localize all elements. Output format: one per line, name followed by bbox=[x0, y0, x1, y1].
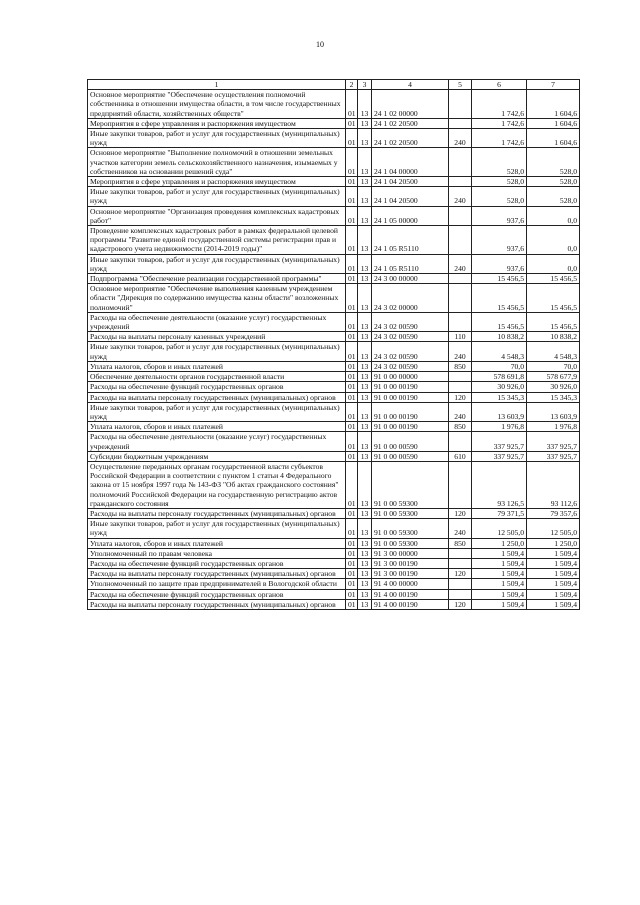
amount-year1-cell: 337 925,7 bbox=[472, 451, 527, 461]
row-name-cell: Иные закупки товаров, работ и услуг для государственных (муниципальных) нужд bbox=[88, 342, 346, 361]
row-name-cell: Уплата налогов, сборов и иных платежей bbox=[88, 538, 346, 548]
row-name-cell: Уполномоченный по защите прав предпринимателей в Вологодской области bbox=[88, 579, 346, 589]
row-name-cell: Расходы на выплаты персоналу казенных учреждений bbox=[88, 332, 346, 342]
row-name-cell: Иные закупки товаров, работ и услуг для государственных (муниципальных) нужд bbox=[88, 254, 346, 273]
table-row bbox=[88, 187, 580, 206]
table-row bbox=[88, 332, 580, 342]
section-code-cell: 01 bbox=[346, 284, 358, 313]
target-article-cell: 91 0 00 00190 bbox=[372, 402, 449, 421]
expense-type-cell bbox=[449, 90, 472, 119]
subsection-code-cell: 13 bbox=[358, 589, 372, 599]
subsection-code-cell: 13 bbox=[358, 548, 372, 558]
table-row bbox=[88, 461, 580, 508]
amount-year2-cell: 93 112,6 bbox=[527, 461, 580, 508]
target-article-cell: 91 0 00 00590 bbox=[372, 432, 449, 451]
target-article-cell: 91 3 00 00190 bbox=[372, 558, 449, 568]
row-name-cell: Расходы на обеспечение функций государственных органов bbox=[88, 382, 346, 392]
amount-year2-cell: 1 509,4 bbox=[527, 599, 580, 609]
expense-type-cell: 240 bbox=[449, 519, 472, 538]
table-row bbox=[88, 90, 580, 119]
subsection-code-cell: 13 bbox=[358, 508, 372, 518]
amount-year1-cell: 578 691,8 bbox=[472, 372, 527, 382]
expense-type-cell: 110 bbox=[449, 332, 472, 342]
amount-year1-cell: 1 509,4 bbox=[472, 599, 527, 609]
target-article-cell: 91 4 00 00000 bbox=[372, 579, 449, 589]
target-article-cell: 91 4 00 00190 bbox=[372, 599, 449, 609]
amount-year2-cell: 1 604,6 bbox=[527, 118, 580, 128]
expense-type-cell bbox=[449, 312, 472, 331]
section-code-cell: 01 bbox=[346, 332, 358, 342]
target-article-cell: 24 1 02 00000 bbox=[372, 90, 449, 119]
table-row bbox=[88, 402, 580, 421]
section-code-cell: 01 bbox=[346, 226, 358, 255]
subsection-code-cell: 13 bbox=[358, 254, 372, 273]
amount-year1-cell: 15 456,5 bbox=[472, 274, 527, 284]
target-article-cell: 91 0 00 00000 bbox=[372, 372, 449, 382]
amount-year1-cell: 937,6 bbox=[472, 254, 527, 273]
row-name-cell: Уплата налогов, сборов и иных платежей bbox=[88, 361, 346, 371]
target-article-cell: 24 1 04 00000 bbox=[372, 148, 449, 177]
header-cell: 4 bbox=[372, 80, 449, 90]
table-row bbox=[88, 548, 580, 558]
row-name-cell: Уполномоченный по правам человека bbox=[88, 548, 346, 558]
expense-type-cell: 240 bbox=[449, 402, 472, 421]
subsection-code-cell: 13 bbox=[358, 129, 372, 148]
expense-type-cell: 120 bbox=[449, 569, 472, 579]
expense-type-cell bbox=[449, 432, 472, 451]
page-number: 10 bbox=[316, 40, 324, 49]
section-code-cell: 01 bbox=[346, 579, 358, 589]
subsection-code-cell: 13 bbox=[358, 422, 372, 432]
amount-year2-cell: 12 505,0 bbox=[527, 519, 580, 538]
target-article-cell: 24 3 00 00000 bbox=[372, 274, 449, 284]
target-article-cell: 24 3 02 00590 bbox=[372, 361, 449, 371]
expense-type-cell: 240 bbox=[449, 187, 472, 206]
amount-year1-cell: 1 742,6 bbox=[472, 118, 527, 128]
amount-year2-cell: 0,0 bbox=[527, 206, 580, 225]
section-code-cell: 01 bbox=[346, 187, 358, 206]
amount-year2-cell: 1 250,0 bbox=[527, 538, 580, 548]
expense-type-cell bbox=[449, 284, 472, 313]
amount-year1-cell: 528,0 bbox=[472, 187, 527, 206]
section-code-cell: 01 bbox=[346, 274, 358, 284]
amount-year1-cell: 1 976,8 bbox=[472, 422, 527, 432]
row-name-cell: Иные закупки товаров, работ и услуг для государственных (муниципальных) нужд bbox=[88, 519, 346, 538]
section-code-cell: 01 bbox=[346, 392, 358, 402]
header-cell: 6 bbox=[472, 80, 527, 90]
table-row bbox=[88, 538, 580, 548]
target-article-cell: 91 3 00 00190 bbox=[372, 569, 449, 579]
section-code-cell: 01 bbox=[346, 372, 358, 382]
table-row bbox=[88, 451, 580, 461]
subsection-code-cell: 13 bbox=[358, 206, 372, 225]
table-row bbox=[88, 432, 580, 451]
subsection-code-cell: 13 bbox=[358, 451, 372, 461]
subsection-code-cell: 13 bbox=[358, 372, 372, 382]
amount-year2-cell: 1 604,6 bbox=[527, 129, 580, 148]
section-code-cell: 01 bbox=[346, 558, 358, 568]
section-code-cell: 01 bbox=[346, 382, 358, 392]
expense-type-cell bbox=[449, 548, 472, 558]
row-name-cell: Основное мероприятие "Обеспечение осуществления полномочий собственника в отношении имущества области, в том числе государственных предприятий области, хозяйственных обществ" bbox=[88, 90, 346, 119]
amount-year1-cell: 337 925,7 bbox=[472, 432, 527, 451]
expense-type-cell: 850 bbox=[449, 422, 472, 432]
amount-year1-cell: 1 509,4 bbox=[472, 569, 527, 579]
amount-year1-cell: 30 926,0 bbox=[472, 382, 527, 392]
row-name-cell: Основное мероприятие "Обеспечение выполнения казенным учреждением области "Дирекция по содержанию имущества казны области" возложенных полномочий" bbox=[88, 284, 346, 313]
expense-type-cell: 120 bbox=[449, 599, 472, 609]
row-name-cell: Расходы на выплаты персоналу государственных (муниципальных) органов bbox=[88, 508, 346, 518]
expense-type-cell bbox=[449, 558, 472, 568]
table-row bbox=[88, 284, 580, 313]
amount-year1-cell: 528,0 bbox=[472, 177, 527, 187]
header-cell: 1 bbox=[88, 80, 346, 90]
target-article-cell: 91 0 00 00190 bbox=[372, 382, 449, 392]
section-code-cell: 01 bbox=[346, 569, 358, 579]
subsection-code-cell: 13 bbox=[358, 177, 372, 187]
amount-year1-cell: 13 603,9 bbox=[472, 402, 527, 421]
row-name-cell: Обеспечение деятельности органов государственной власти bbox=[88, 372, 346, 382]
subsection-code-cell: 13 bbox=[358, 332, 372, 342]
table-row bbox=[88, 312, 580, 331]
subsection-code-cell: 13 bbox=[358, 558, 372, 568]
subsection-code-cell: 13 bbox=[358, 569, 372, 579]
target-article-cell: 91 3 00 00000 bbox=[372, 548, 449, 558]
subsection-code-cell: 13 bbox=[358, 226, 372, 255]
expense-type-cell bbox=[449, 177, 472, 187]
target-article-cell: 24 1 02 20500 bbox=[372, 118, 449, 128]
section-code-cell: 01 bbox=[346, 432, 358, 451]
target-article-cell: 24 1 04 20500 bbox=[372, 177, 449, 187]
target-article-cell: 24 3 02 00590 bbox=[372, 312, 449, 331]
row-name-cell: Мероприятия в сфере управления и распоряжения имуществом bbox=[88, 177, 346, 187]
amount-year2-cell: 1 509,4 bbox=[527, 579, 580, 589]
subsection-code-cell: 13 bbox=[358, 90, 372, 119]
section-code-cell: 01 bbox=[346, 361, 358, 371]
target-article-cell: 24 1 05 00000 bbox=[372, 206, 449, 225]
amount-year1-cell: 1 509,4 bbox=[472, 548, 527, 558]
row-name-cell: Подпрограмма "Обеспечение реализации государственной программы" bbox=[88, 274, 346, 284]
amount-year2-cell: 528,0 bbox=[527, 177, 580, 187]
target-article-cell: 91 4 00 00190 bbox=[372, 589, 449, 599]
subsection-code-cell: 13 bbox=[358, 599, 372, 609]
target-article-cell: 91 0 00 59300 bbox=[372, 461, 449, 508]
row-name-cell: Субсидии бюджетным учреждениям bbox=[88, 451, 346, 461]
table-row bbox=[88, 422, 580, 432]
amount-year1-cell: 937,6 bbox=[472, 226, 527, 255]
target-article-cell: 91 0 00 59300 bbox=[372, 538, 449, 548]
section-code-cell: 01 bbox=[346, 312, 358, 331]
expense-type-cell: 120 bbox=[449, 508, 472, 518]
expense-type-cell bbox=[449, 274, 472, 284]
target-article-cell: 91 0 00 00590 bbox=[372, 451, 449, 461]
subsection-code-cell: 13 bbox=[358, 461, 372, 508]
amount-year2-cell: 1 604,6 bbox=[527, 90, 580, 119]
amount-year1-cell: 15 456,5 bbox=[472, 284, 527, 313]
expense-type-cell bbox=[449, 226, 472, 255]
expense-type-cell bbox=[449, 589, 472, 599]
row-name-cell: Иные закупки товаров, работ и услуг для государственных (муниципальных) нужд bbox=[88, 129, 346, 148]
amount-year1-cell: 12 505,0 bbox=[472, 519, 527, 538]
amount-year1-cell: 1 509,4 bbox=[472, 589, 527, 599]
amount-year2-cell: 15 345,3 bbox=[527, 392, 580, 402]
amount-year2-cell: 578 677,9 bbox=[527, 372, 580, 382]
table-row bbox=[88, 569, 580, 579]
row-name-cell: Расходы на выплаты персоналу государственных (муниципальных) органов bbox=[88, 392, 346, 402]
table-row bbox=[88, 589, 580, 599]
table-row bbox=[88, 254, 580, 273]
amount-year2-cell: 13 603,9 bbox=[527, 402, 580, 421]
section-code-cell: 01 bbox=[346, 589, 358, 599]
row-name-cell: Мероприятия в сфере управления и распоряжения имуществом bbox=[88, 118, 346, 128]
target-article-cell: 24 3 02 00590 bbox=[372, 332, 449, 342]
amount-year2-cell: 15 456,5 bbox=[527, 284, 580, 313]
table-row bbox=[88, 129, 580, 148]
header-cell: 5 bbox=[449, 80, 472, 90]
subsection-code-cell: 13 bbox=[358, 148, 372, 177]
subsection-code-cell: 13 bbox=[358, 402, 372, 421]
row-name-cell: Проведение комплексных кадастровых работ в рамках федеральной целевой программы "Развитие единой государственной системы регистрации прав и кадастрового учета недвижимости (2014-2019 годы)" bbox=[88, 226, 346, 255]
row-name-cell: Расходы на обеспечение деятельности (оказание услуг) государственных учреждений bbox=[88, 432, 346, 451]
target-article-cell: 24 3 02 00000 bbox=[372, 284, 449, 313]
table-row bbox=[88, 519, 580, 538]
target-article-cell: 24 1 05 R5110 bbox=[372, 226, 449, 255]
expense-type-cell bbox=[449, 579, 472, 589]
expense-type-cell bbox=[449, 148, 472, 177]
expense-type-cell: 850 bbox=[449, 538, 472, 548]
amount-year2-cell: 1 509,4 bbox=[527, 558, 580, 568]
amount-year2-cell: 30 926,0 bbox=[527, 382, 580, 392]
section-code-cell: 01 bbox=[346, 148, 358, 177]
header-cell: 3 bbox=[358, 80, 372, 90]
amount-year2-cell: 79 357,6 bbox=[527, 508, 580, 518]
table-row bbox=[88, 382, 580, 392]
amount-year2-cell: 4 548,3 bbox=[527, 342, 580, 361]
expense-type-cell: 850 bbox=[449, 361, 472, 371]
header-cell: 2 bbox=[346, 80, 358, 90]
expense-type-cell: 240 bbox=[449, 254, 472, 273]
amount-year1-cell: 4 548,3 bbox=[472, 342, 527, 361]
table-row bbox=[88, 508, 580, 518]
amount-year2-cell: 528,0 bbox=[527, 148, 580, 177]
row-name-cell: Основное мероприятие "Выполнение полномочий в отношении земельных участков категории земель сельскохозяйственного назначения, изымаемых у собственников на основании решений суда" bbox=[88, 148, 346, 177]
target-article-cell: 24 3 02 00590 bbox=[372, 342, 449, 361]
header-row bbox=[88, 80, 580, 90]
subsection-code-cell: 13 bbox=[358, 284, 372, 313]
target-article-cell: 24 1 05 R5110 bbox=[372, 254, 449, 273]
amount-year2-cell: 337 925,7 bbox=[527, 451, 580, 461]
table-row bbox=[88, 118, 580, 128]
table-row bbox=[88, 177, 580, 187]
section-code-cell: 01 bbox=[346, 129, 358, 148]
table-row bbox=[88, 392, 580, 402]
expense-type-cell bbox=[449, 206, 472, 225]
amount-year1-cell: 1 742,6 bbox=[472, 90, 527, 119]
expense-type-cell bbox=[449, 118, 472, 128]
subsection-code-cell: 13 bbox=[358, 187, 372, 206]
subsection-code-cell: 13 bbox=[358, 312, 372, 331]
section-code-cell: 01 bbox=[346, 461, 358, 508]
table-row bbox=[88, 342, 580, 361]
amount-year2-cell: 0,0 bbox=[527, 226, 580, 255]
expense-type-cell bbox=[449, 382, 472, 392]
amount-year1-cell: 70,0 bbox=[472, 361, 527, 371]
table-row bbox=[88, 206, 580, 225]
row-name-cell: Расходы на выплаты персоналу государственных (муниципальных) органов bbox=[88, 569, 346, 579]
amount-year2-cell: 15 456,5 bbox=[527, 274, 580, 284]
budget-table bbox=[87, 79, 580, 610]
section-code-cell: 01 bbox=[346, 451, 358, 461]
table-row bbox=[88, 558, 580, 568]
section-code-cell: 01 bbox=[346, 177, 358, 187]
section-code-cell: 01 bbox=[346, 548, 358, 558]
section-code-cell: 01 bbox=[346, 118, 358, 128]
section-code-cell: 01 bbox=[346, 508, 358, 518]
table-row bbox=[88, 361, 580, 371]
subsection-code-cell: 13 bbox=[358, 519, 372, 538]
amount-year1-cell: 79 371,5 bbox=[472, 508, 527, 518]
expense-type-cell bbox=[449, 461, 472, 508]
target-article-cell: 24 1 04 20500 bbox=[372, 187, 449, 206]
section-code-cell: 01 bbox=[346, 90, 358, 119]
amount-year1-cell: 15 456,5 bbox=[472, 312, 527, 331]
row-name-cell: Расходы на обеспечение функций государственных органов bbox=[88, 589, 346, 599]
expense-type-cell: 240 bbox=[449, 129, 472, 148]
subsection-code-cell: 13 bbox=[358, 432, 372, 451]
amount-year1-cell: 1 742,6 bbox=[472, 129, 527, 148]
target-article-cell: 91 0 00 00190 bbox=[372, 392, 449, 402]
row-name-cell: Иные закупки товаров, работ и услуг для государственных (муниципальных) нужд bbox=[88, 187, 346, 206]
amount-year1-cell: 15 345,3 bbox=[472, 392, 527, 402]
subsection-code-cell: 13 bbox=[358, 118, 372, 128]
table-row bbox=[88, 148, 580, 177]
amount-year1-cell: 93 126,5 bbox=[472, 461, 527, 508]
amount-year1-cell: 1 509,4 bbox=[472, 558, 527, 568]
subsection-code-cell: 13 bbox=[358, 342, 372, 361]
row-name-cell: Расходы на обеспечение деятельности (оказание услуг) государственных учреждений bbox=[88, 312, 346, 331]
amount-year1-cell: 937,6 bbox=[472, 206, 527, 225]
amount-year2-cell: 70,0 bbox=[527, 361, 580, 371]
amount-year2-cell: 1 509,4 bbox=[527, 569, 580, 579]
subsection-code-cell: 13 bbox=[358, 382, 372, 392]
row-name-cell: Расходы на выплаты персоналу государственных (муниципальных) органов bbox=[88, 599, 346, 609]
amount-year1-cell: 1 250,0 bbox=[472, 538, 527, 548]
amount-year1-cell: 1 509,4 bbox=[472, 579, 527, 589]
section-code-cell: 01 bbox=[346, 254, 358, 273]
amount-year2-cell: 10 838,2 bbox=[527, 332, 580, 342]
amount-year2-cell: 1 509,4 bbox=[527, 589, 580, 599]
amount-year2-cell: 528,0 bbox=[527, 187, 580, 206]
row-name-cell: Основное мероприятие "Организация проведения комплексных кадастровых работ" bbox=[88, 206, 346, 225]
amount-year2-cell: 1 509,4 bbox=[527, 548, 580, 558]
expense-type-cell: 120 bbox=[449, 392, 472, 402]
table-row bbox=[88, 599, 580, 609]
expense-type-cell: 610 bbox=[449, 451, 472, 461]
amount-year2-cell: 15 456,5 bbox=[527, 312, 580, 331]
table-row bbox=[88, 372, 580, 382]
section-code-cell: 01 bbox=[346, 599, 358, 609]
subsection-code-cell: 13 bbox=[358, 274, 372, 284]
target-article-cell: 91 0 00 00190 bbox=[372, 422, 449, 432]
subsection-code-cell: 13 bbox=[358, 579, 372, 589]
section-code-cell: 01 bbox=[346, 519, 358, 538]
table-row bbox=[88, 274, 580, 284]
subsection-code-cell: 13 bbox=[358, 392, 372, 402]
target-article-cell: 24 1 02 20500 bbox=[372, 129, 449, 148]
target-article-cell: 91 0 00 59300 bbox=[372, 519, 449, 538]
amount-year2-cell: 0,0 bbox=[527, 254, 580, 273]
section-code-cell: 01 bbox=[346, 206, 358, 225]
header-cell: 7 bbox=[527, 80, 580, 90]
row-name-cell: Иные закупки товаров, работ и услуг для государственных (муниципальных) нужд bbox=[88, 402, 346, 421]
row-name-cell: Уплата налогов, сборов и иных платежей bbox=[88, 422, 346, 432]
subsection-code-cell: 13 bbox=[358, 538, 372, 548]
target-article-cell: 91 0 00 59300 bbox=[372, 508, 449, 518]
section-code-cell: 01 bbox=[346, 342, 358, 361]
expense-type-cell: 240 bbox=[449, 342, 472, 361]
row-name-cell: Расходы на обеспечение функций государственных органов bbox=[88, 558, 346, 568]
amount-year2-cell: 337 925,7 bbox=[527, 432, 580, 451]
table-row bbox=[88, 579, 580, 589]
section-code-cell: 01 bbox=[346, 422, 358, 432]
subsection-code-cell: 13 bbox=[358, 361, 372, 371]
expense-type-cell bbox=[449, 372, 472, 382]
amount-year2-cell: 1 976,8 bbox=[527, 422, 580, 432]
amount-year1-cell: 10 838,2 bbox=[472, 332, 527, 342]
amount-year1-cell: 528,0 bbox=[472, 148, 527, 177]
table-row bbox=[88, 226, 580, 255]
section-code-cell: 01 bbox=[346, 538, 358, 548]
section-code-cell: 01 bbox=[346, 402, 358, 421]
row-name-cell: Осуществление переданных органам государственной власти субъектов Российской Федерации в соответствии с пунктом 1 статьи 4 Федерального закона от 15 ноября 1997 года № 143-ФЗ "Об актах гражданского состояния" полномочий Российской Федерации на государственную регистрацию актов гражданского состояния bbox=[88, 461, 346, 508]
